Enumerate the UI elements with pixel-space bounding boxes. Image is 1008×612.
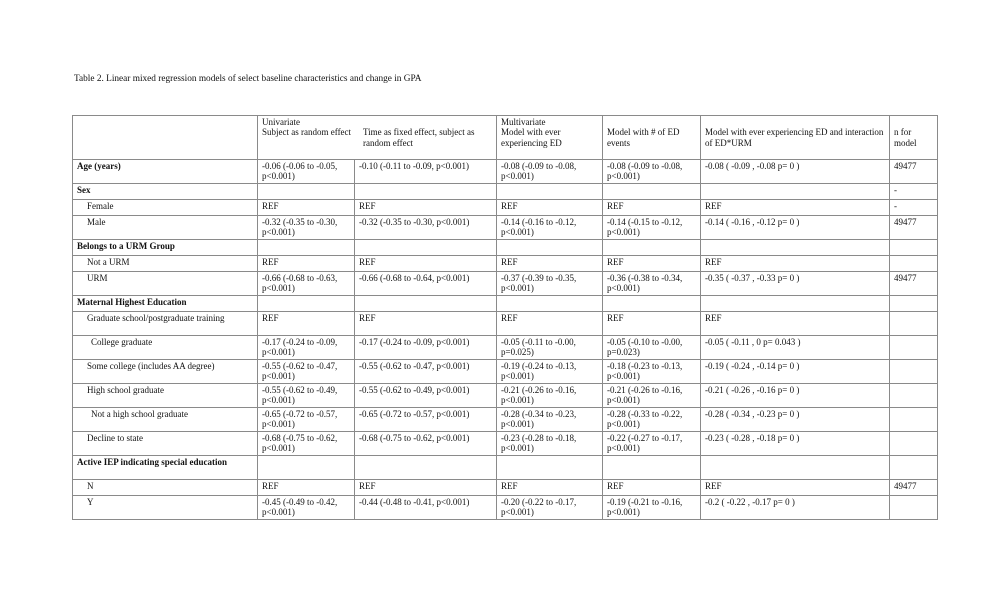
row-label: High school graduate (73, 384, 258, 408)
table-cell: -0.55 (-0.62 to -0.49, p<0.001) (355, 384, 497, 408)
table-cell: REF (355, 312, 497, 336)
section-label: Belongs to a URM Group (73, 240, 258, 256)
table-cell (258, 240, 355, 256)
table-cell: -0.14 (-0.15 to -0.12, p<0.001) (603, 216, 701, 240)
table-cell (258, 184, 355, 200)
row-label: Some college (includes AA degree) (73, 360, 258, 384)
table-cell (890, 408, 938, 432)
table-cell: -0.21 (-0.26 to -0.16, p<0.001) (497, 384, 603, 408)
table-row (73, 480, 938, 496)
table-cell: REF (258, 256, 355, 272)
table-cell: REF (701, 480, 890, 496)
table-cell (890, 496, 938, 520)
table-row (73, 408, 938, 432)
table-cell (603, 240, 701, 256)
table-cell: -0.17 (-0.24 to -0.09, p<0.001) (258, 336, 355, 360)
table-cell (701, 296, 890, 312)
table-cell: 49477 (890, 160, 938, 184)
table-cell: -0.05 (-0.10 to -0.00, p=0.023) (603, 336, 701, 360)
table-cell: -0.08 (-0.09 to -0.08, p<0.001) (603, 160, 701, 184)
table-cell: -0.05 (-0.11 to -0.00, p=0.025) (497, 336, 603, 360)
section-label: Sex (73, 184, 258, 200)
table-cell: REF (701, 200, 890, 216)
table-cell: -0.06 (-0.06 to -0.05, p<0.001) (258, 160, 355, 184)
table-cell: -0.65 (-0.72 to -0.57, p<0.001) (258, 408, 355, 432)
row-label: URM (73, 272, 258, 296)
table-row (73, 256, 938, 272)
table-cell: -0.66 (-0.68 to -0.64, p<0.001) (355, 272, 497, 296)
table-cell (890, 360, 938, 384)
table-cell (497, 184, 603, 200)
table-cell: REF (603, 480, 701, 496)
table-cell (497, 456, 603, 480)
table-cell: -0.55 (-0.62 to -0.47, p<0.001) (258, 360, 355, 384)
table-cell: -0.32 (-0.35 to -0.30, p<0.001) (355, 216, 497, 240)
table-cell: -0.2 ( -0.22 , -0.17 p= 0 ) (701, 496, 890, 520)
table-cell (355, 296, 497, 312)
row-label: N (73, 480, 258, 496)
row-label: Y (73, 496, 258, 520)
table-cell: REF (258, 480, 355, 496)
table-cell: REF (497, 200, 603, 216)
table-cell (890, 456, 938, 480)
table-cell: -0.68 (-0.75 to -0.62, p<0.001) (258, 432, 355, 456)
table-cell: REF (497, 480, 603, 496)
table-cell: -0.19 (-0.21 to -0.16, p<0.001) (603, 496, 701, 520)
table-cell: REF (355, 480, 497, 496)
header-univariate-cell (258, 116, 497, 160)
table-row (73, 200, 938, 216)
group-multivariate-label: Multivariate (501, 117, 546, 127)
table-cell: -0.28 ( -0.34 , -0.23 p= 0 ) (701, 408, 890, 432)
row-label: Graduate school/postgraduate training (73, 312, 258, 336)
col-n-label: n for model (894, 127, 917, 148)
table-cell: REF (258, 200, 355, 216)
table-cell: 49477 (890, 480, 938, 496)
table-cell: REF (355, 200, 497, 216)
table-caption: Table 2. Linear mixed regression models of select baseline characteristics and change in GPA (74, 74, 422, 84)
table-cell: -0.14 (-0.16 to -0.12, p<0.001) (497, 216, 603, 240)
table-cell (890, 240, 938, 256)
table-row (73, 240, 938, 256)
table-cell: -0.37 (-0.39 to -0.35, p<0.001) (497, 272, 603, 296)
table-row (73, 336, 938, 360)
header-blank-cell (73, 116, 258, 160)
table-cell (355, 456, 497, 480)
table-cell: -0.32 (-0.35 to -0.30, p<0.001) (258, 216, 355, 240)
table-row (73, 384, 938, 408)
table-row (73, 432, 938, 456)
table-cell (603, 296, 701, 312)
table-cell: -0.36 (-0.38 to -0.34, p<0.001) (603, 272, 701, 296)
table-cell: 49477 (890, 216, 938, 240)
table-cell: -0.35 ( -0.37 , -0.33 p= 0 ) (701, 272, 890, 296)
table-cell: - (890, 200, 938, 216)
table-row (73, 160, 938, 184)
table-cell (258, 296, 355, 312)
table-cell (890, 256, 938, 272)
table-cell: - (890, 184, 938, 200)
table-cell: -0.08 (-0.09 to -0.08, p<0.001) (497, 160, 603, 184)
col-subject-random-header: Subject as random effect (262, 127, 352, 138)
table-cell: -0.17 (-0.24 to -0.09, p<0.001) (355, 336, 497, 360)
row-label: Not a high school graduate (73, 408, 258, 432)
table-row (73, 496, 938, 520)
table-row (73, 456, 938, 480)
table-cell: REF (355, 256, 497, 272)
table-row (73, 272, 938, 296)
col-interaction-header (701, 116, 890, 160)
table-cell: -0.23 ( -0.28 , -0.18 p= 0 ) (701, 432, 890, 456)
table-cell (355, 184, 497, 200)
table-cell: REF (603, 200, 701, 216)
table-cell: -0.05 ( -0.11 , 0 p= 0.043 ) (701, 336, 890, 360)
table-cell: -0.66 (-0.68 to -0.63, p<0.001) (258, 272, 355, 296)
table-cell: -0.28 (-0.34 to -0.23, p<0.001) (497, 408, 603, 432)
table-cell: -0.20 (-0.22 to -0.17, p<0.001) (497, 496, 603, 520)
col-ever-ed-header (497, 116, 603, 160)
table-cell (890, 296, 938, 312)
table-cell: -0.21 ( -0.26 , -0.16 p= 0 ) (701, 384, 890, 408)
table-cell (701, 184, 890, 200)
table-cell: REF (701, 312, 890, 336)
table-cell (497, 240, 603, 256)
table-cell: REF (258, 312, 355, 336)
table-row (73, 360, 938, 384)
group-univariate-label: Univariate (262, 117, 300, 127)
table-cell: -0.44 (-0.48 to -0.41, p<0.001) (355, 496, 497, 520)
table-cell: REF (603, 256, 701, 272)
table-cell: REF (701, 256, 890, 272)
table-cell: REF (497, 256, 603, 272)
regression-table (72, 115, 938, 520)
table-cell: -0.21 (-0.26 to -0.16, p<0.001) (603, 384, 701, 408)
table-row (73, 216, 938, 240)
row-label: Female (73, 200, 258, 216)
table-cell (890, 336, 938, 360)
table-cell (603, 456, 701, 480)
table-cell (890, 312, 938, 336)
table-cell (497, 296, 603, 312)
col-num-ed-label: Model with # of ED events (607, 127, 680, 148)
table-cell: 49477 (890, 272, 938, 296)
table-cell: -0.19 ( -0.24 , -0.14 p= 0 ) (701, 360, 890, 384)
table-cell: -0.45 (-0.49 to -0.42, p<0.001) (258, 496, 355, 520)
col-ever-ed-label: Model with ever experiencing ED (501, 127, 562, 148)
section-label: Active IEP indicating special education (73, 456, 258, 480)
table-cell (890, 432, 938, 456)
row-label: Age (years) (73, 160, 258, 184)
table-cell: -0.18 (-0.23 to -0.13, p<0.001) (603, 360, 701, 384)
table-cell (258, 456, 355, 480)
row-label: Male (73, 216, 258, 240)
table-row (73, 184, 938, 200)
col-time-fixed-header: Time as fixed effect, subject as random effect (363, 127, 475, 148)
table-cell (603, 184, 701, 200)
table-cell: -0.10 (-0.11 to -0.09, p<0.001) (355, 160, 497, 184)
table-cell: -0.14 ( -0.16 , -0.12 p= 0 ) (701, 216, 890, 240)
col-num-ed-header (603, 116, 701, 160)
table-cell: -0.65 (-0.72 to -0.57, p<0.001) (355, 408, 497, 432)
table-cell: -0.68 (-0.75 to -0.62, p<0.001) (355, 432, 497, 456)
table-cell: REF (603, 312, 701, 336)
table-cell (890, 384, 938, 408)
table-cell: -0.22 (-0.27 to -0.17, p<0.001) (603, 432, 701, 456)
row-label: Decline to state (73, 432, 258, 456)
col-interaction-label: Model with ever experiencing ED and interaction of ED*URM (705, 127, 884, 148)
table-cell (355, 240, 497, 256)
table-cell: -0.19 (-0.24 to -0.13, p<0.001) (497, 360, 603, 384)
section-label: Maternal Highest Education (73, 296, 258, 312)
table-row (73, 296, 938, 312)
table-row (73, 312, 938, 336)
row-label: College graduate (73, 336, 258, 360)
table-cell: -0.23 (-0.28 to -0.18, p<0.001) (497, 432, 603, 456)
table-cell (701, 456, 890, 480)
table-cell: -0.55 (-0.62 to -0.49, p<0.001) (258, 384, 355, 408)
row-label: Not a URM (73, 256, 258, 272)
table-cell: -0.28 (-0.33 to -0.22, p<0.001) (603, 408, 701, 432)
univariate-subheader (262, 127, 493, 148)
col-n-header (890, 116, 938, 160)
table-cell: REF (497, 312, 603, 336)
table-cell: -0.55 (-0.62 to -0.47, p<0.001) (355, 360, 497, 384)
table-cell (701, 240, 890, 256)
table-cell: -0.08 ( -0.09 , -0.08 p= 0 ) (701, 160, 890, 184)
header-row (73, 116, 938, 160)
